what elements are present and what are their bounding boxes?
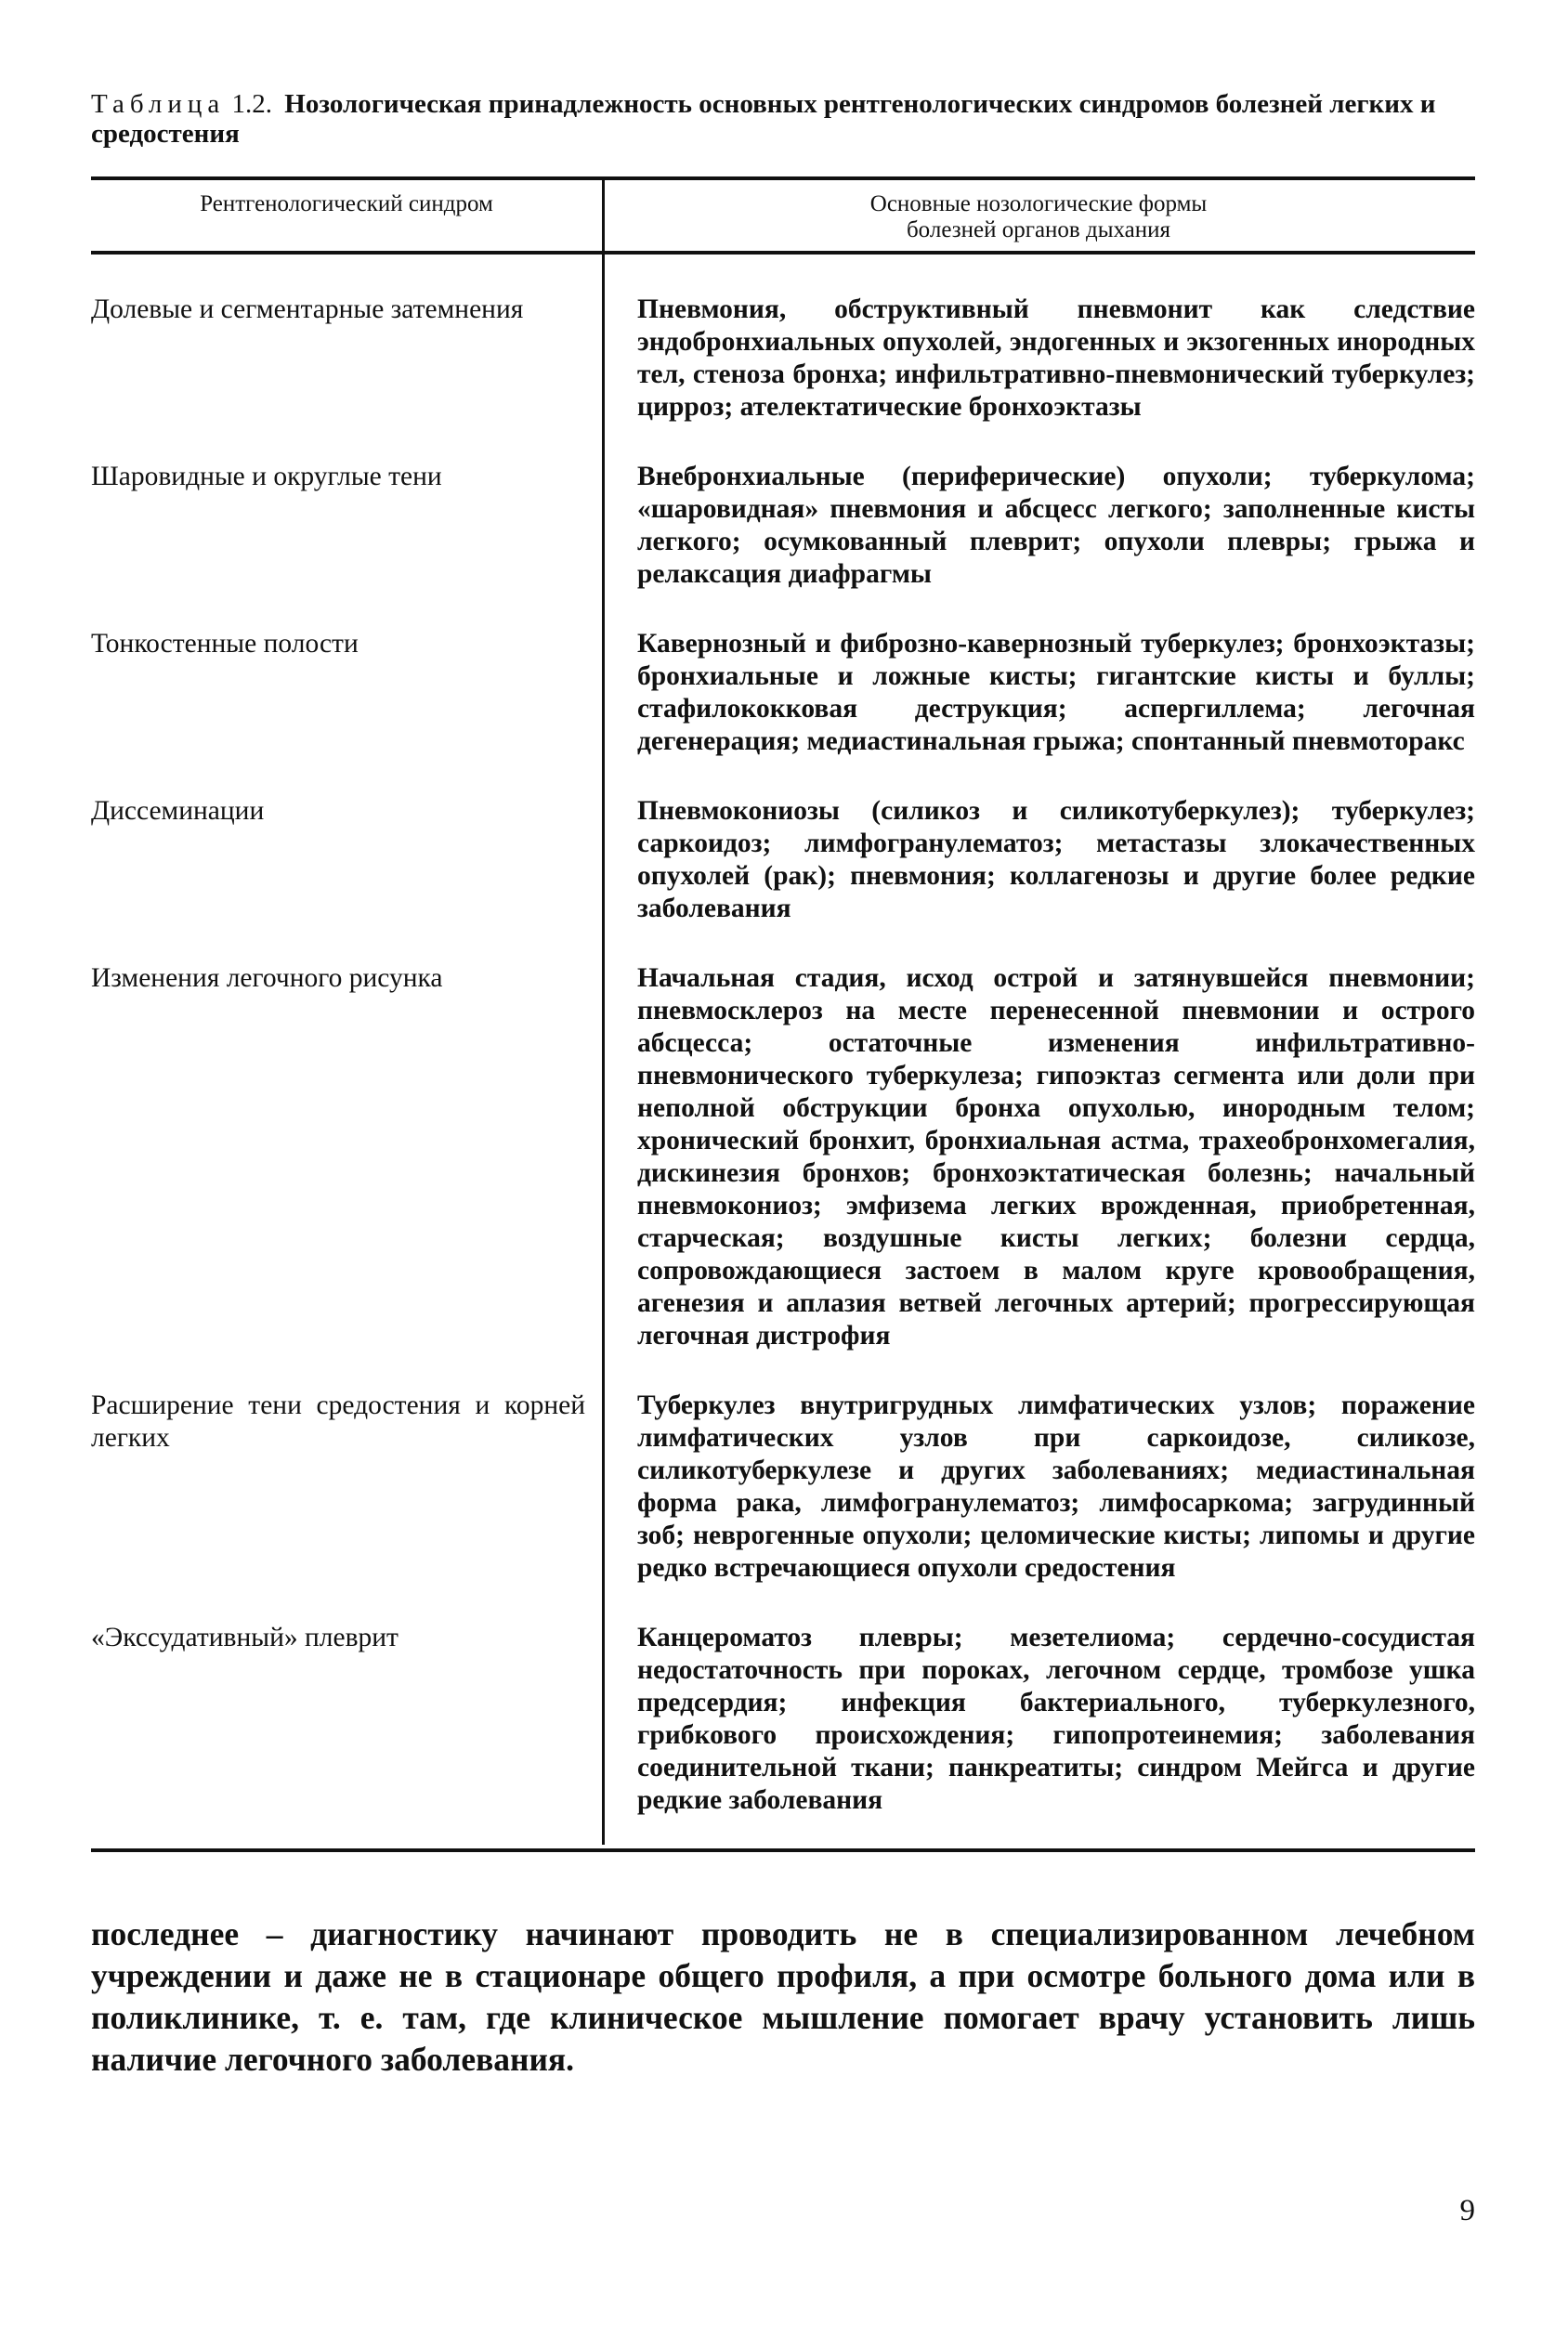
- forms-cell: Туберкулез внутригрудных лимфатических узлов; поражение лимфатических узлов при саркоидозе, силикозе, силикотуберкулезе и других заболеваниях; медиастинальная форма рака, лимфогранулематоз; лимфосаркома; загрудинный зоб; неврогенные опухоли; целомические кисты; липомы и другие редко встречающиеся опухоли средостения: [637, 1390, 1475, 1583]
- forms-cell: Начальная стадия, исход острой и затянувшейся пневмонии; пневмосклероз на месте перенесенной пневмонии и острого абсцесса; остаточные изменения инфильтративно-пневмонического туберкулеза; гипоэктаз сегмента или доли при неполной обструкции бронха опухолью, инородным телом; хронический бронхит, бронхиальная астма, трахеобронхомегалия, дискинезия бронхов; бронхоэктатическая болезнь; начальный пневмокониоз; эмфизема легких врожденная, приобретенная, старческая; воздушные кисты легких; болезни сердца, сопровождающиеся застоем в малом круге кровообращения, агенезия и аплазия ветвей легочных артерий; прогрессирующая легочная дистрофия: [637, 963, 1475, 1351]
- syndrome-cell: Диссеминации: [91, 796, 265, 826]
- forms-cell: Пневмокониозы (силикоз и силикотуберкулез); туберкулез; саркоидоз; лимфогранулематоз; метастазы злокачественных опухолей (рак); пневмония; коллагенозы и другие более редкие заболевания: [637, 796, 1475, 923]
- table-caption-label: Таблица: [91, 89, 226, 119]
- table-row: [91, 1390, 1475, 1585]
- header-syndrome: Рентгенологический синдром: [200, 191, 493, 216]
- forms-cell: Пневмония, обструктивный пневмонит как следствие эндобронхиальных опухолей, эндогенных и экзогенных инородных тел, стеноза бронха; инфильтративно-пневмонический туберкулез; цирроз; ателектатические бронхоэктазы: [637, 294, 1475, 422]
- table-row: [91, 962, 1475, 1352]
- syndrome-cell: Тонкостенные полости: [91, 629, 359, 659]
- table-caption-number: 1.2.: [231, 89, 273, 119]
- body-paragraph: последнее – диагностику начинают проводить не в специализированном лечебном учреждении и даже не в стационаре общего профиля, а при осмотре больного дома или в поликлинике, т. е. там, где клиническое мышление помогает врачу установить лишь наличие легочного заболевания.: [91, 1915, 1475, 2078]
- table-header: [91, 180, 1475, 255]
- forms-cell: Канцероматоз плевры; мезетелиома; сердечно-сосудистая недостаточность при пороках, легочном сердце, тромбозе ушка предсердия; инфекция бактериального, туберкулезного, грибкового происхождения; гипопротеинемия; заболевания соединительной ткани; панкреатиты; синдром Мейгса и другие редкие заболевания: [637, 1623, 1475, 1815]
- syndrome-cell: Расширение тени средостения и корней легких: [91, 1390, 585, 1453]
- table-row: [91, 628, 1475, 758]
- column-divider: [602, 180, 605, 1845]
- syndrome-cell: «Экссудативный» плеврит: [91, 1623, 399, 1652]
- header-forms: Основные нозологические формы болезней органов дыхания: [869, 191, 1208, 242]
- table-body: [91, 255, 1475, 1848]
- syndrome-cell: Изменения легочного рисунка: [91, 963, 443, 993]
- syndrome-table: [91, 176, 1475, 1852]
- table-row: [91, 795, 1475, 925]
- syndrome-cell: Шаровидные и округлые тени: [91, 462, 442, 491]
- table-caption-title: Нозологическая принадлежность основных рентгенологических синдромов болезней легких и средостения: [91, 89, 1436, 149]
- syndrome-cell: Долевые и сегментарные затемнения: [91, 294, 524, 324]
- forms-cell: Кавернозный и фиброзно-кавернозный туберкулез; бронхоэктазы; бронхиальные и ложные кисты; гигантские кисты и буллы; стафилококковая деструкция; аспергиллема; легочная дегенерация; медиастинальная грыжа; спонтанный пневмоторакс: [637, 629, 1475, 756]
- table-row: [91, 294, 1475, 424]
- table-row: [91, 461, 1475, 591]
- table-caption: [91, 89, 1475, 149]
- table-row: [91, 1622, 1475, 1817]
- forms-cell: Внебронхиальные (периферические) опухоли; туберкулома; «шаровидная» пневмония и абсцесс легкого; заполненные кисты легкого; осумкованный плеврит; опухоли плевры; грыжа и релаксация диафрагмы: [637, 462, 1475, 589]
- page-number: 9: [1459, 2194, 1475, 2227]
- page: [91, 89, 1475, 2114]
